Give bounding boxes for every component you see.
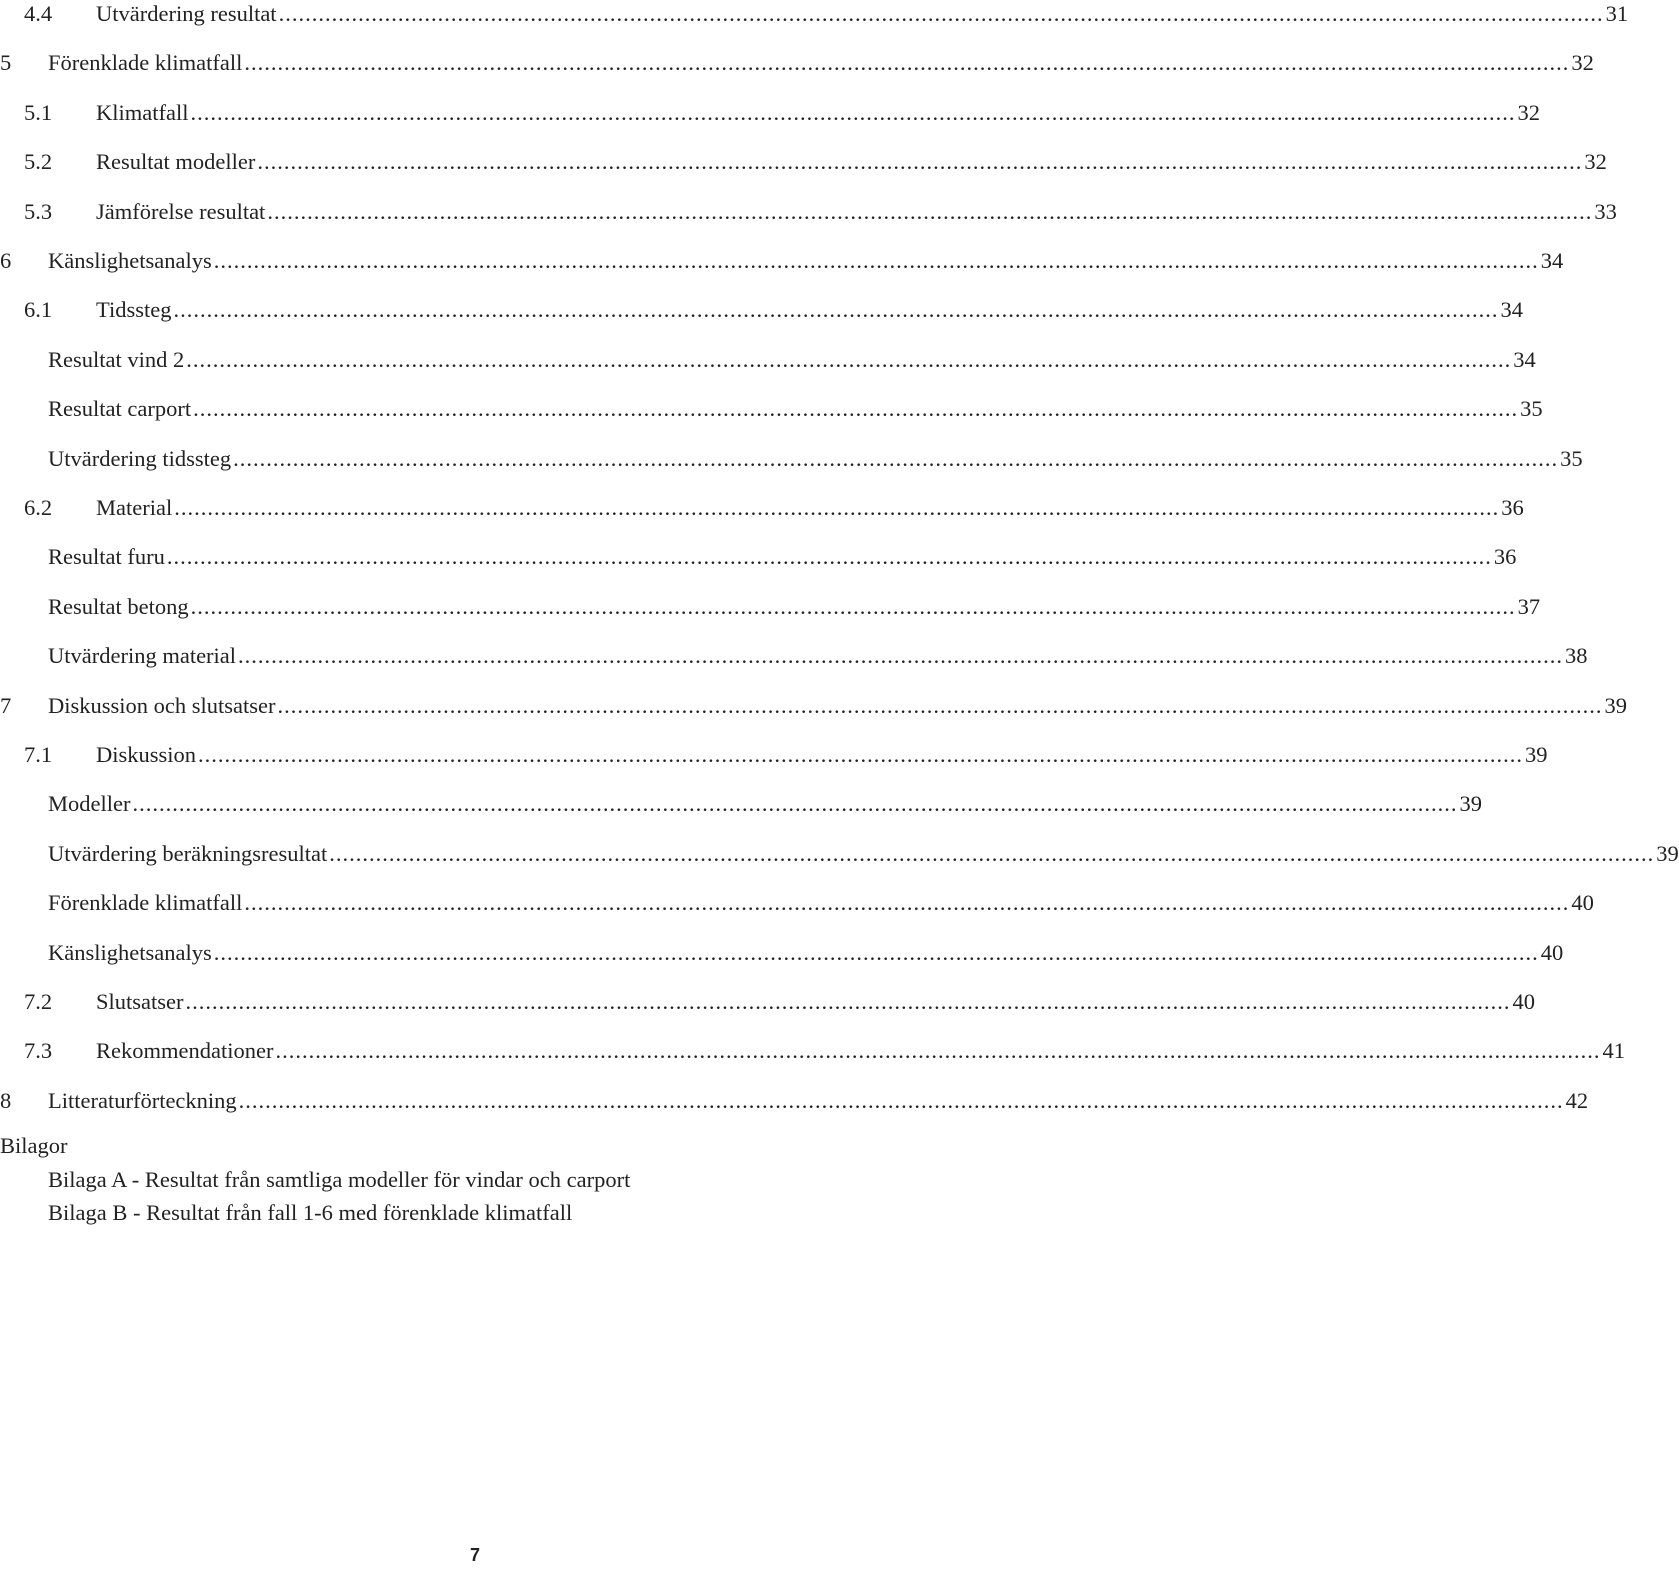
toc-entry[interactable] bbox=[0, 197, 1617, 233]
toc-entry-page: 33 bbox=[1594, 197, 1617, 227]
toc-entry-title: Känslighetsanalys bbox=[48, 938, 212, 968]
toc-dot-leader: ........................................................................................................................................................................................................ bbox=[233, 445, 1559, 471]
toc-entry[interactable] bbox=[0, 888, 1594, 924]
toc-entry-number: 6.2 bbox=[24, 495, 53, 520]
toc-dot-leader: ........................................................................................................................................................................................................ bbox=[166, 544, 1492, 570]
page-number: 7 bbox=[469, 1545, 480, 1565]
toc-dot-leader: ........................................................................................................................................................................................................ bbox=[278, 1, 1604, 26]
toc-entry-number: 7.3 bbox=[24, 1038, 53, 1064]
toc-entry[interactable] bbox=[0, 246, 1564, 282]
toc-entry-title: Utvärdering resultat bbox=[96, 0, 277, 29]
toc-entry-title: Resultat modeller bbox=[96, 147, 255, 177]
toc-dot-leader: ........................................................................................................................................................................................................ bbox=[198, 742, 1524, 767]
toc-entry-number: 7.2 bbox=[24, 989, 53, 1014]
toc-entry[interactable] bbox=[0, 147, 1607, 183]
toc-entry[interactable] bbox=[0, 1036, 1625, 1072]
toc-entry-page: 39 bbox=[1459, 789, 1482, 819]
toc-entry-title: Tidssteg bbox=[96, 295, 171, 325]
toc-entry-page: 39 bbox=[1525, 740, 1548, 770]
toc-entry[interactable] bbox=[0, 493, 1524, 529]
toc-entry-title: Utvärdering material bbox=[48, 641, 236, 671]
toc-entry-page: 32 bbox=[1517, 98, 1540, 128]
toc-entry-title: Material bbox=[96, 493, 172, 523]
toc-dot-leader: ........................................................................................................................................................................................................ bbox=[174, 495, 1500, 520]
toc-entry-title: Jämförelse resultat bbox=[96, 197, 265, 227]
toc-entry-title: Modeller bbox=[48, 789, 130, 819]
toc-entry-title: Slutsatser bbox=[96, 987, 184, 1017]
toc-entry-page: 36 bbox=[1494, 542, 1517, 572]
toc-entry-title: Utvärdering tidssteg bbox=[48, 444, 231, 474]
toc-entry-number: 7 bbox=[0, 692, 12, 718]
toc-entry-number: 7.1 bbox=[24, 742, 53, 767]
toc-entry-title: Diskussion bbox=[96, 740, 196, 770]
toc-entry-page: 41 bbox=[1602, 1036, 1625, 1066]
toc-entry[interactable] bbox=[0, 394, 1543, 430]
appendix-item-b: Bilaga B - Resultat från fall 1-6 med förenklade klimatfall bbox=[48, 1200, 573, 1225]
toc-dot-leader: ........................................................................................................................................................................................................ bbox=[244, 50, 1570, 76]
toc-entry-page: 35 bbox=[1560, 444, 1583, 474]
toc-entry[interactable] bbox=[0, 987, 1535, 1023]
toc-dot-leader: ........................................................................................................................................................................................................ bbox=[190, 99, 1516, 125]
toc-entry-title: Rekommendationer bbox=[96, 1036, 273, 1066]
toc-entry-title: Förenklade klimatfall bbox=[48, 888, 242, 918]
toc-entry[interactable] bbox=[0, 0, 1629, 35]
toc-entry-title: Klimatfall bbox=[96, 98, 188, 128]
toc-dot-leader: ........................................................................................................................................................................................................ bbox=[186, 346, 1512, 372]
toc-entry[interactable] bbox=[0, 295, 1523, 331]
toc-entry-page: 38 bbox=[1565, 641, 1588, 671]
toc-dot-leader: ........................................................................................................................................................................................................ bbox=[238, 643, 1564, 669]
appendix-item-a: Bilaga A - Resultat från samtliga modeller för vindar och carport bbox=[48, 1167, 631, 1192]
toc-dot-leader: ........................................................................................................................................................................................................ bbox=[213, 939, 1539, 965]
toc-entry[interactable] bbox=[0, 444, 1583, 480]
toc-entry-title: Resultat vind 2 bbox=[48, 345, 184, 375]
toc-entry-title: Förenklade klimatfall bbox=[48, 48, 242, 78]
toc-entry[interactable] bbox=[0, 592, 1541, 628]
toc-dot-leader: ........................................................................................................................................................................................................ bbox=[173, 297, 1499, 323]
toc-entry[interactable] bbox=[0, 691, 1627, 727]
toc-entry-title: Resultat furu bbox=[48, 542, 165, 572]
toc-entry-page: 34 bbox=[1513, 345, 1536, 375]
toc-entry-title: Känslighetsanalys bbox=[48, 246, 212, 276]
toc-entry-page: 32 bbox=[1584, 147, 1607, 177]
toc-entry[interactable] bbox=[0, 938, 1564, 974]
toc-entry-number: 6.1 bbox=[24, 297, 53, 323]
toc-dot-leader: ........................................................................................................................................................................................................ bbox=[277, 692, 1603, 718]
toc-entry-page: 31 bbox=[1606, 0, 1629, 29]
toc-entry-page: 34 bbox=[1500, 295, 1523, 325]
toc-entry-number: 8 bbox=[0, 1087, 12, 1113]
toc-entry-page: 36 bbox=[1501, 493, 1524, 523]
toc-dot-leader: ........................................................................................................................................................................................................ bbox=[238, 1087, 1564, 1113]
toc-dot-leader: ........................................................................................................................................................................................................ bbox=[185, 989, 1511, 1014]
toc-entry-page: 40 bbox=[1541, 938, 1564, 968]
toc-dot-leader: ........................................................................................................................................................................................................ bbox=[193, 396, 1519, 422]
toc-dot-leader: ........................................................................................................................................................................................................ bbox=[190, 593, 1516, 619]
toc-dot-leader: ........................................................................................................................................................................................................ bbox=[213, 248, 1539, 273]
toc-dot-leader: ........................................................................................................................................................................................................ bbox=[132, 791, 1458, 817]
toc-entry-page: 34 bbox=[1541, 246, 1564, 276]
toc-dot-leader: ........................................................................................................................................................................................................ bbox=[329, 840, 1655, 866]
toc-entry-page: 37 bbox=[1518, 592, 1541, 622]
toc-entry-page: 39 bbox=[1605, 691, 1628, 721]
toc-entry[interactable] bbox=[0, 48, 1594, 84]
toc-entry-title: Utvärdering beräkningsresultat bbox=[48, 839, 327, 869]
toc-entry-number: 5.1 bbox=[24, 99, 53, 125]
toc-dot-leader: ........................................................................................................................................................................................................ bbox=[244, 890, 1570, 916]
toc-dot-leader: ........................................................................................................................................................................................................ bbox=[275, 1038, 1601, 1064]
toc-entry-page: 40 bbox=[1513, 987, 1536, 1017]
toc-entry-number: 5 bbox=[0, 50, 12, 76]
toc-entry-title: Litteraturförteckning bbox=[48, 1086, 237, 1116]
toc-dot-leader: ........................................................................................................................................................................................................ bbox=[257, 149, 1583, 175]
toc-entry[interactable] bbox=[0, 839, 1679, 875]
toc-entry[interactable] bbox=[0, 98, 1540, 134]
toc-entry-page: 42 bbox=[1566, 1086, 1589, 1116]
toc-entry-number: 4.4 bbox=[24, 1, 53, 26]
toc-entry-page: 39 bbox=[1656, 839, 1679, 869]
toc-entry-title: Resultat carport bbox=[48, 394, 191, 424]
toc-entry-title: Resultat betong bbox=[48, 592, 189, 622]
toc-entry[interactable] bbox=[0, 740, 1548, 776]
toc-dot-leader: ........................................................................................................................................................................................................ bbox=[267, 198, 1593, 224]
toc-entry-number: 5.3 bbox=[24, 198, 53, 224]
toc-entry-page: 32 bbox=[1571, 48, 1594, 78]
toc-entry[interactable] bbox=[0, 542, 1517, 578]
toc-entry-page: 35 bbox=[1520, 394, 1543, 424]
toc-entry[interactable] bbox=[0, 641, 1588, 677]
toc-entry[interactable] bbox=[0, 345, 1536, 381]
toc-entry[interactable] bbox=[0, 1086, 1589, 1122]
toc-entry-page: 40 bbox=[1571, 888, 1594, 918]
toc-entry-number: 5.2 bbox=[24, 149, 53, 175]
toc-entry-number: 6 bbox=[0, 248, 12, 273]
toc-entry-title: Diskussion och slutsatser bbox=[48, 691, 276, 721]
appendix-heading: Bilagor bbox=[0, 1133, 68, 1158]
toc-entry[interactable] bbox=[0, 789, 1482, 825]
